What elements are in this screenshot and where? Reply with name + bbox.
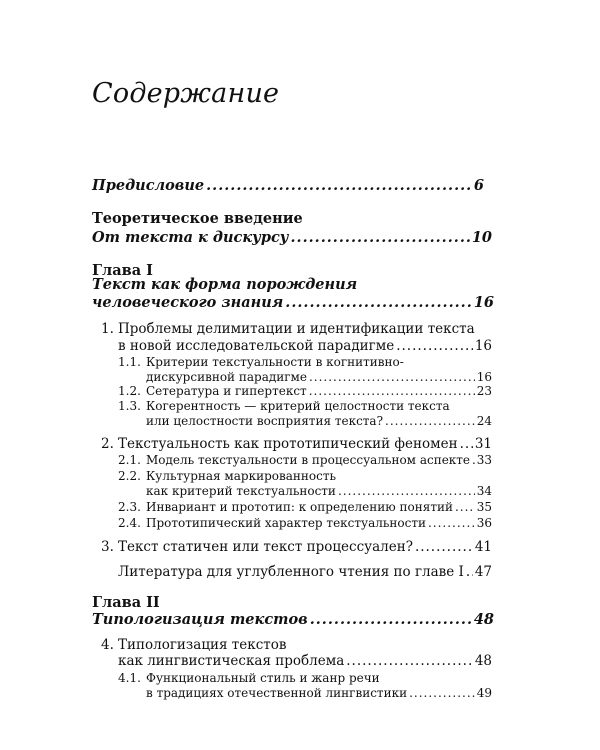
- entry-label: как критерий текстуальности: [146, 484, 336, 498]
- leader-dots: [206, 177, 472, 194]
- toc-entry-subsection-4-1[interactable]: [146, 686, 492, 700]
- leader-dots: [346, 653, 473, 669]
- leader-dots: [472, 453, 475, 467]
- subsection-1-3-line1: Когерентность — критерий целостности текста: [146, 399, 450, 413]
- page-number: 49: [476, 686, 492, 700]
- page-number: 33: [476, 453, 492, 467]
- page-number: 10: [471, 229, 492, 246]
- entry-label: Инвариант и прототип: к определению понятий: [146, 500, 453, 514]
- leader-dots: [409, 686, 475, 700]
- page-number: 35: [476, 500, 492, 514]
- page-number: 24: [476, 414, 492, 428]
- section-number: 3.: [101, 539, 114, 555]
- page-number: 48: [474, 653, 492, 669]
- section-number: 1.: [101, 321, 114, 337]
- chapter2-heading: Глава II: [92, 594, 160, 611]
- subsection-number: 1.1.: [118, 355, 141, 369]
- subsection-number: 2.3.: [118, 500, 141, 514]
- subsection-number: 2.1.: [118, 453, 141, 467]
- leader-dots: [310, 611, 472, 628]
- page-number: 16: [474, 338, 492, 354]
- leader-dots: [285, 294, 472, 311]
- entry-label: Модель текстуальности в процессуальном аспекте: [146, 453, 471, 467]
- toc-entry-subsection-2-1[interactable]: [146, 453, 492, 467]
- leader-dots: [396, 338, 473, 354]
- toc-entry-preface[interactable]: [92, 177, 484, 194]
- toc-entry-section-4[interactable]: [118, 653, 492, 669]
- section-number: 2.: [101, 436, 114, 452]
- toc-entry-section-2[interactable]: [118, 436, 492, 452]
- toc-entry-subsection-1-3[interactable]: [146, 414, 492, 428]
- page-number: 47: [474, 564, 492, 580]
- intro-heading: Теоретическое введение: [92, 210, 303, 227]
- leader-dots: [460, 436, 473, 452]
- leader-dots: [415, 539, 473, 555]
- chapter1-title-line1: Текст как форма порождения: [92, 276, 358, 293]
- subsection-4-1-line1: Функциональный стиль и жанр речи: [146, 671, 380, 685]
- entry-label: Прототипический характер текстуальности: [146, 516, 426, 530]
- entry-label: Литература для углубленного чтения по главе I: [118, 564, 464, 580]
- page-number: 16: [473, 294, 494, 311]
- toc-entry-chapter2[interactable]: [92, 611, 494, 628]
- leader-dots: [385, 414, 475, 428]
- entry-label: Сетература и гипертекст: [146, 384, 307, 398]
- entry-label: Текст статичен или текст процессуален?: [118, 539, 413, 555]
- toc-entry-chapter1[interactable]: [92, 294, 494, 311]
- entry-label: или целостности восприятия текста?: [146, 414, 384, 428]
- subsection-number: 2.4.: [118, 516, 141, 530]
- leader-dots: [290, 229, 469, 246]
- chapter1-heading: Глава I: [92, 262, 153, 279]
- subsection-number: 4.1.: [118, 671, 141, 685]
- toc-entry-section-3[interactable]: [118, 539, 492, 555]
- toc-entry-literature-ch1[interactable]: [118, 564, 492, 580]
- subsection-number: 2.2.: [118, 469, 141, 483]
- toc-entry-subsection-2-4[interactable]: [146, 516, 492, 530]
- leader-dots: [455, 500, 475, 514]
- leader-dots: [309, 370, 475, 384]
- leader-dots: [338, 484, 475, 498]
- toc-entry-subsection-2-3[interactable]: [146, 500, 492, 514]
- toc-entry-intro[interactable]: [92, 229, 492, 246]
- subsection-2-2-line1: Культурная маркированность: [146, 469, 337, 483]
- entry-label: человеческого знания: [92, 294, 284, 311]
- entry-label: в традициях отечественной лингвистики: [146, 686, 408, 700]
- page-number: 41: [474, 539, 492, 555]
- page-title: Содержание: [92, 78, 280, 109]
- leader-dots: [428, 516, 475, 530]
- entry-label: дискурсивной парадигме: [146, 370, 307, 384]
- entry-label: Типологизация текстов: [92, 611, 308, 628]
- page-number: 48: [473, 611, 494, 628]
- leader-dots: [309, 384, 475, 398]
- page-number: 16: [476, 370, 492, 384]
- section-number: 4.: [101, 637, 114, 653]
- page-number: 6: [473, 177, 484, 194]
- toc-entry-subsection-1-1[interactable]: [146, 370, 492, 384]
- toc-entry-subsection-1-2[interactable]: [146, 384, 492, 398]
- toc-entry-section-1[interactable]: [118, 338, 492, 354]
- entry-label: Предисловие: [92, 177, 205, 194]
- leader-dots: [466, 564, 473, 580]
- section-4-line1: Типологизация текстов: [118, 637, 287, 653]
- entry-label: Текстуальность как прототипический феномен: [118, 436, 458, 452]
- toc-entry-subsection-2-2[interactable]: [146, 484, 492, 498]
- entry-label: От текста к дискурсу: [92, 229, 289, 246]
- entry-label: в новой исследовательской парадигме: [118, 338, 395, 354]
- page-number: 23: [476, 384, 492, 398]
- page-number: 31: [474, 436, 492, 452]
- entry-label: как лингвистическая проблема: [118, 653, 345, 669]
- subsection-number: 1.3.: [118, 399, 141, 413]
- page-number: 34: [476, 484, 492, 498]
- page-number: 36: [476, 516, 492, 530]
- subsection-1-1-line1: Критерии текстуальности в когнитивно-: [146, 355, 404, 369]
- section-1-line1: Проблемы делимитации и идентификации текста: [118, 321, 475, 337]
- subsection-number: 1.2.: [118, 384, 141, 398]
